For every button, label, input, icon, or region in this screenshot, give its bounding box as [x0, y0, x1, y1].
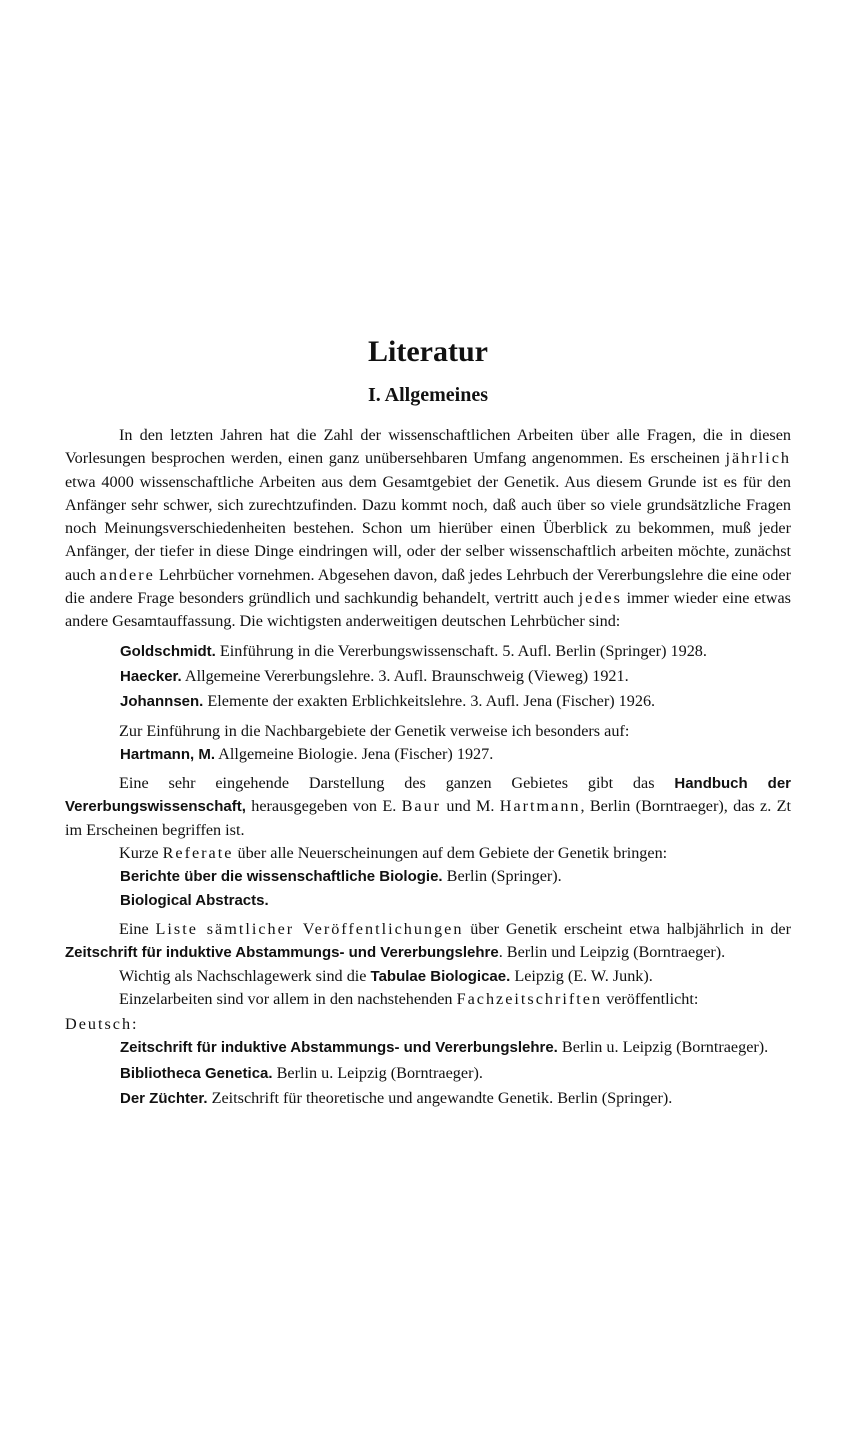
tabulae-paragraph: Wichtig als Nachschlagewerk sind die Tabulae Biologicae. Leipzig (E. W. Junk). [119, 966, 653, 985]
journal-entry: Bibliotheca Genetica. Berlin u. Leipzig (Borntraeger). [120, 1063, 483, 1082]
author-name: Haecker. [120, 667, 182, 685]
handbook-paragraph: Eine sehr eingehende Darstellung des ganzen Gebietes gibt das Handbuch der Vererbungswissenschaft, herausgegeben von E. Baur und M. Hartmann, Berlin (Borntraeger), das z. Zt im Erscheinen begriffen ist. [65, 774, 792, 839]
author-name: Hartmann, M. [120, 745, 216, 763]
language-label: Deutsch: [65, 1015, 139, 1034]
textbook-entry: Johannsen. Elemente der exakten Erblichkeitslehre. 3. Aufl. Jena (Fischer) 1926. [120, 692, 656, 711]
page-title: Literatur [368, 335, 488, 368]
journal-entry: Der Züchter. Zeitschrift für theoretische und angewandte Genetik. Berlin (Springer). [120, 1089, 673, 1108]
intro-paragraph: In den letzten Jahren hat die Zahl der wissenschaftlichen Arbeiten über alle Fragen, die in diesen Vorlesungen besprochen werden, einen ganz unübersehbaren Umfang angenommen. Es erscheinen jährlich etwa 4000 wissenschaftliche Arbeiten aus dem Gesamtgebiet der Genetik. Aus diesem Grunde ist es für den Anfänger sehr schwer, sich zurechtzufinden. Dazu kommt noch, daß auch über so viele grundsätzliche Fragen noch Meinungsverschiedenheiten bestehen. Schon um hierüber einen Überblick zu bekommen, muß jeder Anfänger, der tiefer in diese Dinge eindringen will, oder der selber wissenschaftlich arbeiten möchte, zunächst auch andere Lehrbücher vornehmen. Abgesehen davon, daß jedes Lehrbuch der Vererbungslehre die eine oder die andere Frage besonders gründlich und sachkundig behandelt, vertritt auch jedes immer wieder eine etwas andere Gesamtauffassung. Die wichtigsten anderweitigen deutschen Lehrbücher sind: [65, 426, 791, 631]
liste-paragraph: Eine Liste sämtlicher Veröffentlichungen über Genetik erscheint etwa halbjährlich in der Zeitschrift für induktive Abstammungs- und Vererbungslehre. Berlin und Leipzig (Borntraeger). [65, 919, 791, 962]
referate-paragraph: Kurze Referate über alle Neuerscheinungen auf dem Gebiete der Genetik bringen: [119, 844, 668, 863]
einzel-paragraph: Einzelarbeiten sind vor allem in den nachstehenden Fachzeitschriften veröffentlicht: [119, 989, 699, 1008]
journal-entry: Zeitschrift für induktive Abstammungs- und Vererbungslehre. Berlin u. Leipzig (Borntraeger). [120, 1038, 769, 1057]
textbook-entry: Goldschmidt. Einführung in die Vererbungswissenschaft. 5. Aufl. Berlin (Springer) 1928. [120, 641, 707, 660]
textbook-entry: Haecker. Allgemeine Vererbungslehre. 3. Aufl. Braunschweig (Vieweg) 1921. [120, 666, 629, 685]
text-block [65, 330, 791, 1110]
neighbor-entry: Hartmann, M. Allgemeine Biologie. Jena (Fischer) 1927. [120, 744, 494, 763]
author-name: Goldschmidt. [120, 642, 216, 660]
referate-entry: Biological Abstracts. [120, 891, 269, 909]
author-name: Johannsen. [120, 693, 204, 711]
section-heading: I. Allgemeines [368, 384, 488, 406]
referate-entry: Berichte über die wissenschaftliche Biologie. Berlin (Springer). [120, 867, 562, 886]
neighbor-intro: Zur Einführung in die Nachbargebiete der Genetik verweise ich besonders auf: [119, 721, 630, 740]
